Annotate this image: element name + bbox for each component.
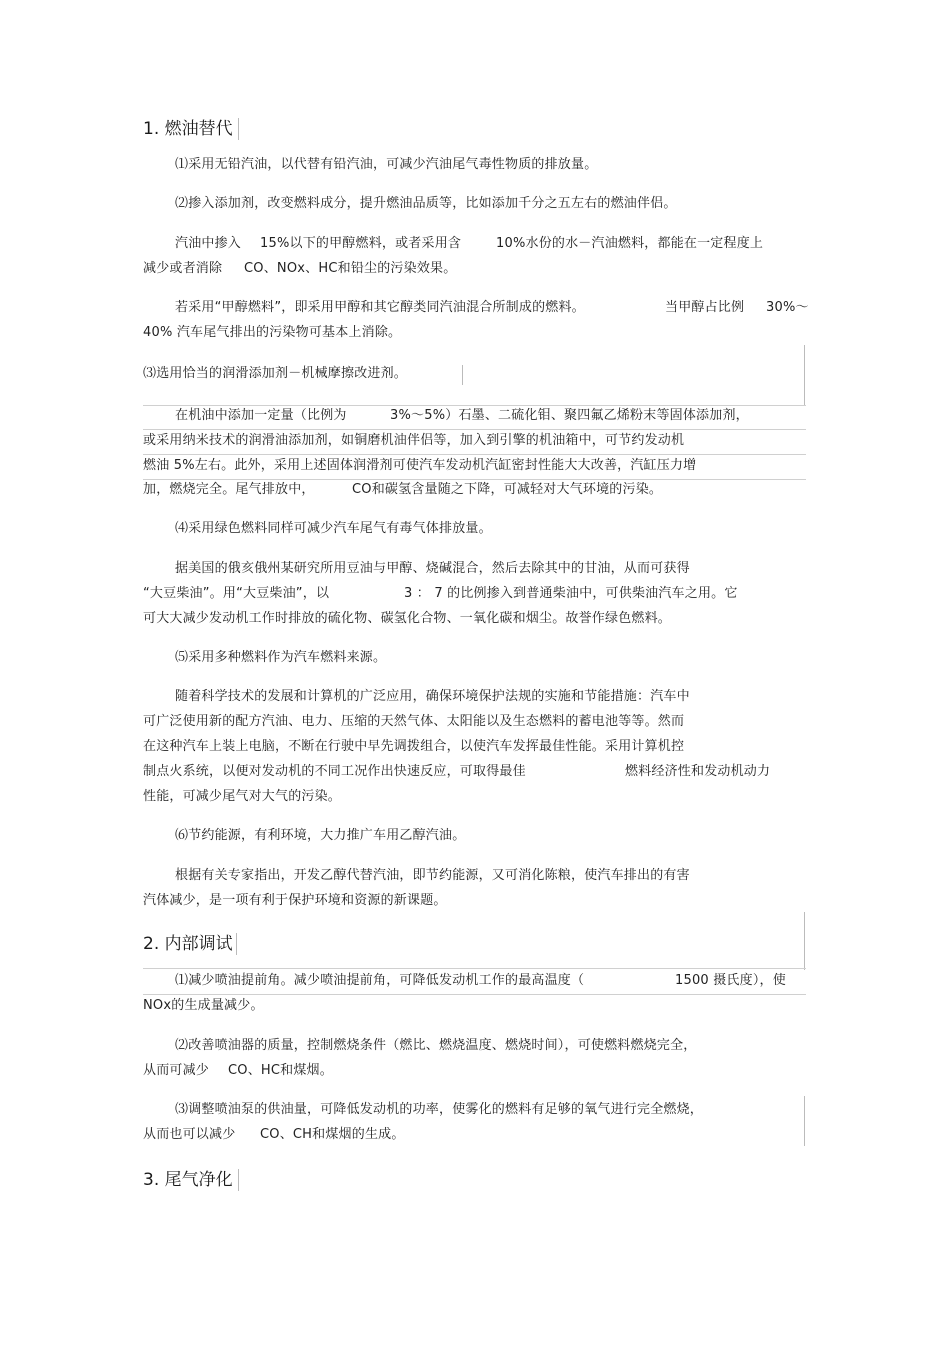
paragraph-line: 在这种汽车上装上电脑，不断在行驶中早先调拨组合，以使汽车发挥最佳性能。采用计算机控	[143, 739, 685, 754]
paragraph-line: NOx的生成量减少。	[143, 998, 264, 1013]
section-heading-2: 2. 内部调试	[143, 934, 233, 954]
paragraph-line: 40% 汽车尾气排出的污染物可基本上消除。	[143, 325, 402, 340]
heading-rule	[238, 1169, 239, 1191]
layout-rule	[804, 345, 805, 405]
heading-rule	[236, 933, 237, 955]
paragraph-line: ⑹节约能源，有利环境，大力推广车用乙醇汽油。	[175, 828, 466, 843]
layout-rule	[804, 912, 805, 970]
paragraph-line: ⑵掺入添加剂，改变燃料成分，提升燃油品质等，比如添加千分之五左右的燃油伴侣。	[175, 196, 677, 211]
layout-rule	[804, 1096, 805, 1146]
paragraph-line: 可大大减少发动机工作时排放的硫化物、碳氢化合物、一氧化碳和烟尘。故誉作绿色燃料。	[143, 611, 672, 626]
paragraph-line: 随着科学技术的发展和计算机的广泛应用，确保环境保护法规的实施和节能措施：汽车中	[175, 689, 690, 704]
paragraph-line: ⑷采用绿色燃料同样可减少汽车尾气有毒气体排放量。	[175, 521, 492, 536]
section-heading-1: 1. 燃油替代	[143, 119, 233, 139]
paragraph-line: 根据有关专家指出，开发乙醇代替汽油，即节约能源，又可消化陈粮，使汽车排出的有害	[175, 868, 690, 883]
heading-rule	[238, 118, 239, 140]
paragraph-line: ⑶选用恰当的润滑添加剂－机械摩擦改进剂。	[143, 366, 408, 381]
layout-rule	[462, 365, 463, 385]
paragraph-line: 据美国的俄亥俄州某研究所用豆油与甲醇、烧碱混合，然后去除其中的甘油，从而可获得	[175, 561, 690, 576]
paragraph-line: 汽体减少，是一项有利于保护环境和资源的新课题。	[143, 893, 447, 908]
paragraph-line: 燃油 5%左右。此外，采用上述固体润滑剂可使汽车发动机汽缸密封性能大大改善，汽缸压力增	[143, 458, 697, 473]
paragraph-line: 性能，可减少尾气对大气的污染。	[143, 789, 342, 804]
layout-rule	[143, 454, 806, 455]
layout-rule	[143, 968, 806, 969]
paragraph-line: ⑵改善喷油器的质量，控制燃烧条件（燃比、燃烧温度、燃烧时间），可使燃料燃烧完全，	[175, 1038, 697, 1053]
section-heading-3: 3. 尾气净化	[143, 1170, 233, 1190]
paragraph-line: ⑴采用无铅汽油，以代替有铅汽油，可减少汽油尾气毒性物质的排放量。	[175, 157, 598, 172]
paragraph-line: ⑸采用多种燃料作为汽车燃料来源。	[175, 650, 387, 665]
layout-rule	[143, 994, 806, 995]
layout-rule	[143, 429, 806, 430]
paragraph-line: 可广泛使用新的配方汽油、电力、压缩的天然气体、太阳能以及生态燃料的蓄电池等等。然而	[143, 714, 685, 729]
paragraph-line: 或采用纳米技术的润滑油添加剂，如铜磨机油伴侣等，加入到引擎的机油箱中，可节约发动机	[143, 433, 685, 448]
paragraph-line: ⑶调整喷油泵的供油量，可降低发动机的功率，使雾化的燃料有足够的氧气进行完全燃烧，	[175, 1102, 704, 1117]
